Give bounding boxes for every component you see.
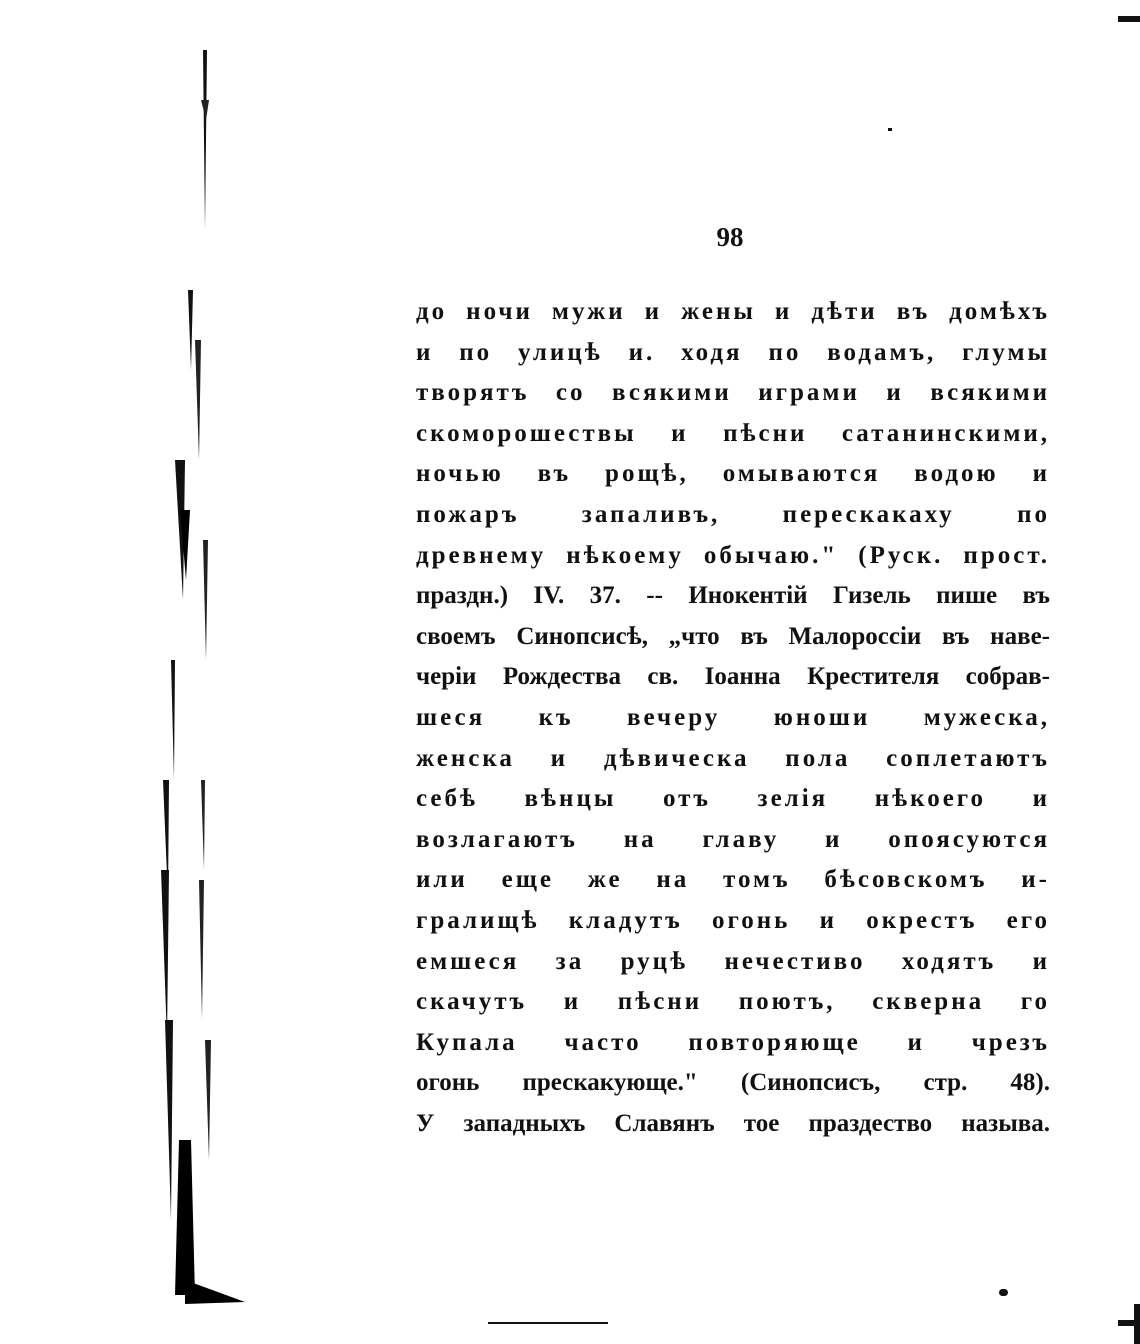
text-line: возлагаютъ на главу и опоясуются (416, 825, 1050, 853)
text-line: древнему нѣкоему обычаю." (Руск. прост. (416, 541, 1050, 569)
text-line: праздн.) IV. 37. -- Инокентій Гизель пише въ (416, 582, 1050, 610)
page-number: 98 (716, 222, 744, 252)
text-line: Купала часто повторяюще и чрезъ (416, 1028, 1050, 1056)
text-line: и по улицѣ и. ходя по водамъ, глумы (416, 338, 1050, 366)
text-line: емшеся за руцѣ нечестиво ходятъ и (416, 947, 1050, 975)
binding-edge-artifact (155, 40, 255, 1320)
text-line: или еще же на томъ бѣсовскомъ и- (416, 866, 1050, 894)
text-line: своемъ Синопсисѣ, „что въ Малороссіи въ наве- (416, 622, 1050, 650)
text-line: шеся къ вечеру юноши мужеска, (416, 703, 1050, 731)
text-line: ночью въ рощѣ, омываются водою и (416, 460, 1050, 488)
text-line: скоморошествы и пѣсни сатанинскими, (416, 419, 1050, 447)
text-line: пожаръ запаливъ, перескакаху по (416, 500, 1050, 528)
body-text (416, 292, 1050, 1144)
text-line: скачутъ и пѣсни поютъ, скверна го (416, 988, 1050, 1016)
scan-mark (488, 1322, 608, 1324)
scan-mark (888, 128, 892, 131)
text-line: черіи Рождества св. Іоанна Крестителя собрав- (416, 663, 1050, 691)
text-line: гралищѣ кладутъ огонь и окрестъ его (416, 906, 1050, 934)
text-line: до ночи мужи и жены и дѣти въ домѣхъ (416, 298, 1050, 325)
text-line: себѣ вѣнцы отъ зелія нѣкоего и (416, 785, 1050, 813)
text-line: У западныхъ Славянъ тое праздество называ. (416, 1109, 1050, 1137)
text-line: женска и дѣвическа пола соплетаютъ (416, 744, 1050, 772)
scan-mark (1118, 16, 1140, 22)
scan-mark (1134, 1304, 1140, 1344)
scan-mark (999, 1289, 1008, 1296)
text-line: огонь прескакующе." (Синопсисъ, стр. 48). (416, 1069, 1050, 1097)
text-line: творятъ со всякими играми и всякими (416, 379, 1050, 407)
